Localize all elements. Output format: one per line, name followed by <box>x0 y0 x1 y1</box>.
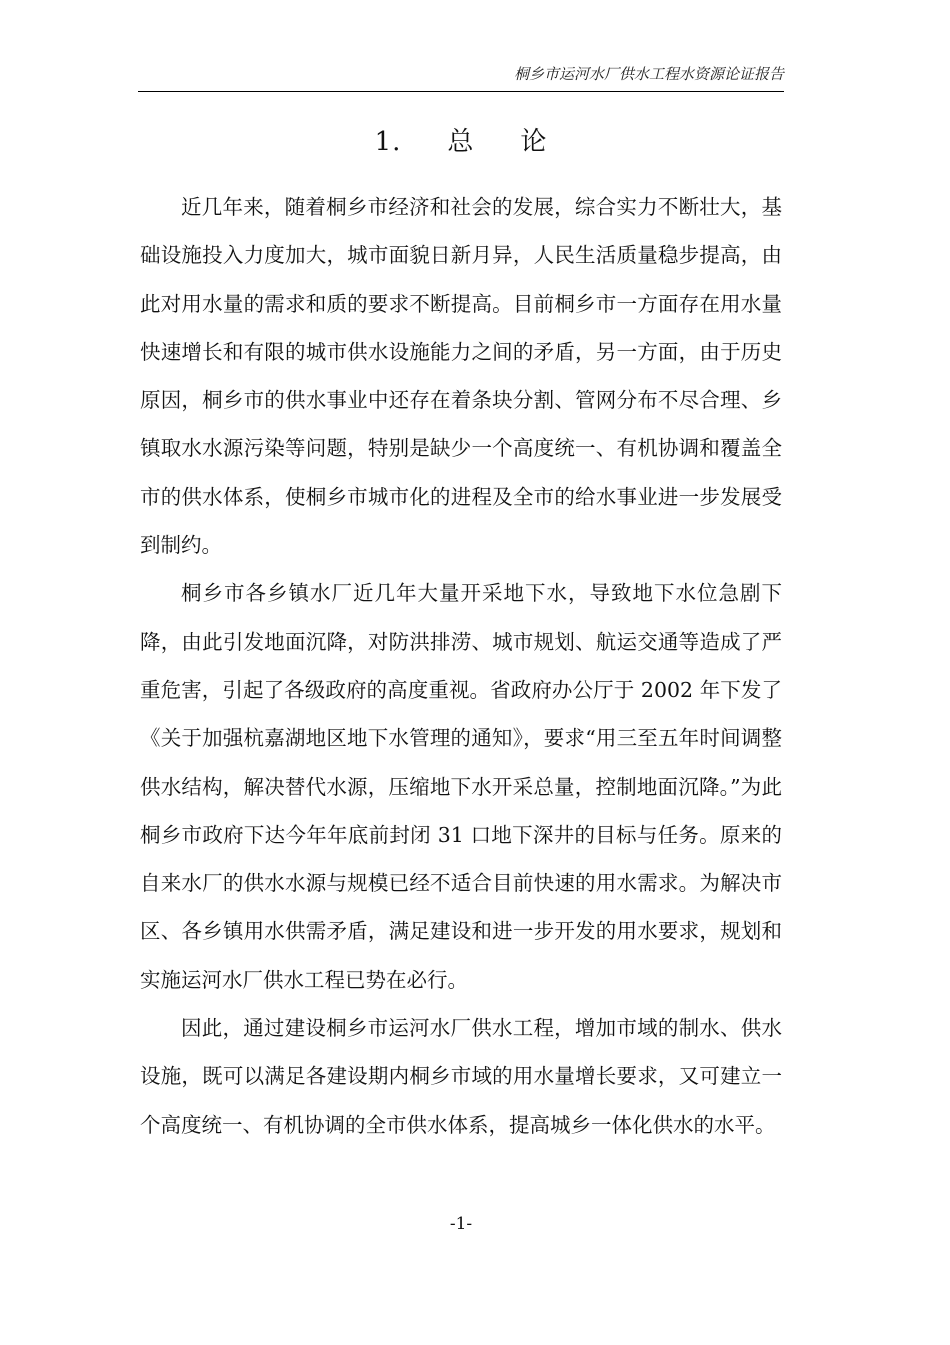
paragraph: 桐乡市各乡镇水厂近几年大量开采地下水，导致地下水位急剧下降，由此引发地面沉降，对防洪排涝、城市规划、航运交通等造成了严重危害，引起了各级政府的高度重视。省政府办公厅于 2002 年下发了《关于加强杭嘉湖地区地下水管理的通知》，要求“用三至五年时间调整供水结构，解决替代水源，压缩地下水开采总量，控制地面沉降。”为此桐乡市政府下达今年年底前封闭 31 口地下深井的目标与任务。原来的自来水厂的供水水源与规模已经不适合目前快速的用水需求。为解决市区、各乡镇用水供需矛盾，满足建设和进一步开发的用水要求，规划和实施运河水厂供水工程已势在必行。 <box>140 581 782 992</box>
running-header: 桐乡市运河水厂供水工程水资源论证报告 <box>513 65 784 83</box>
chapter-title-word: 总 <box>447 127 475 157</box>
body-text <box>140 183 782 1149</box>
chapter-title <box>138 120 784 164</box>
header-rule <box>138 91 784 92</box>
paragraph: 近几年来，随着桐乡市经济和社会的发展，综合实力不断壮大，基础设施投入力度加大，城市面貌日新月异，人民生活质量稳步提高，由此对用水量的需求和质的要求不断提高。目前桐乡市一方面存在用水量快速增长和有限的城市供水设施能力之间的矛盾，另一方面，由于历史原因，桐乡市的供水事业中还存在着条块分割、管网分布不尽合理、乡镇取水水源污染等问题，特别是缺少一个高度统一、有机协调和覆盖全市的供水体系，使桐乡市城市化的进程及全市的给水事业进一步发展受到制约。 <box>140 195 782 558</box>
chapter-title-word: 论 <box>520 127 548 157</box>
chapter-number: 1. <box>374 127 402 157</box>
page-number: -1- <box>449 1214 473 1234</box>
paragraph: 因此，通过建设桐乡市运河水厂供水工程，增加市域的制水、供水设施，既可以满足各建设期内桐乡市域的用水量增长要求，又可建立一个高度统一、有机协调的全市供水体系，提高城乡一体化供水的水平。 <box>140 1016 782 1137</box>
